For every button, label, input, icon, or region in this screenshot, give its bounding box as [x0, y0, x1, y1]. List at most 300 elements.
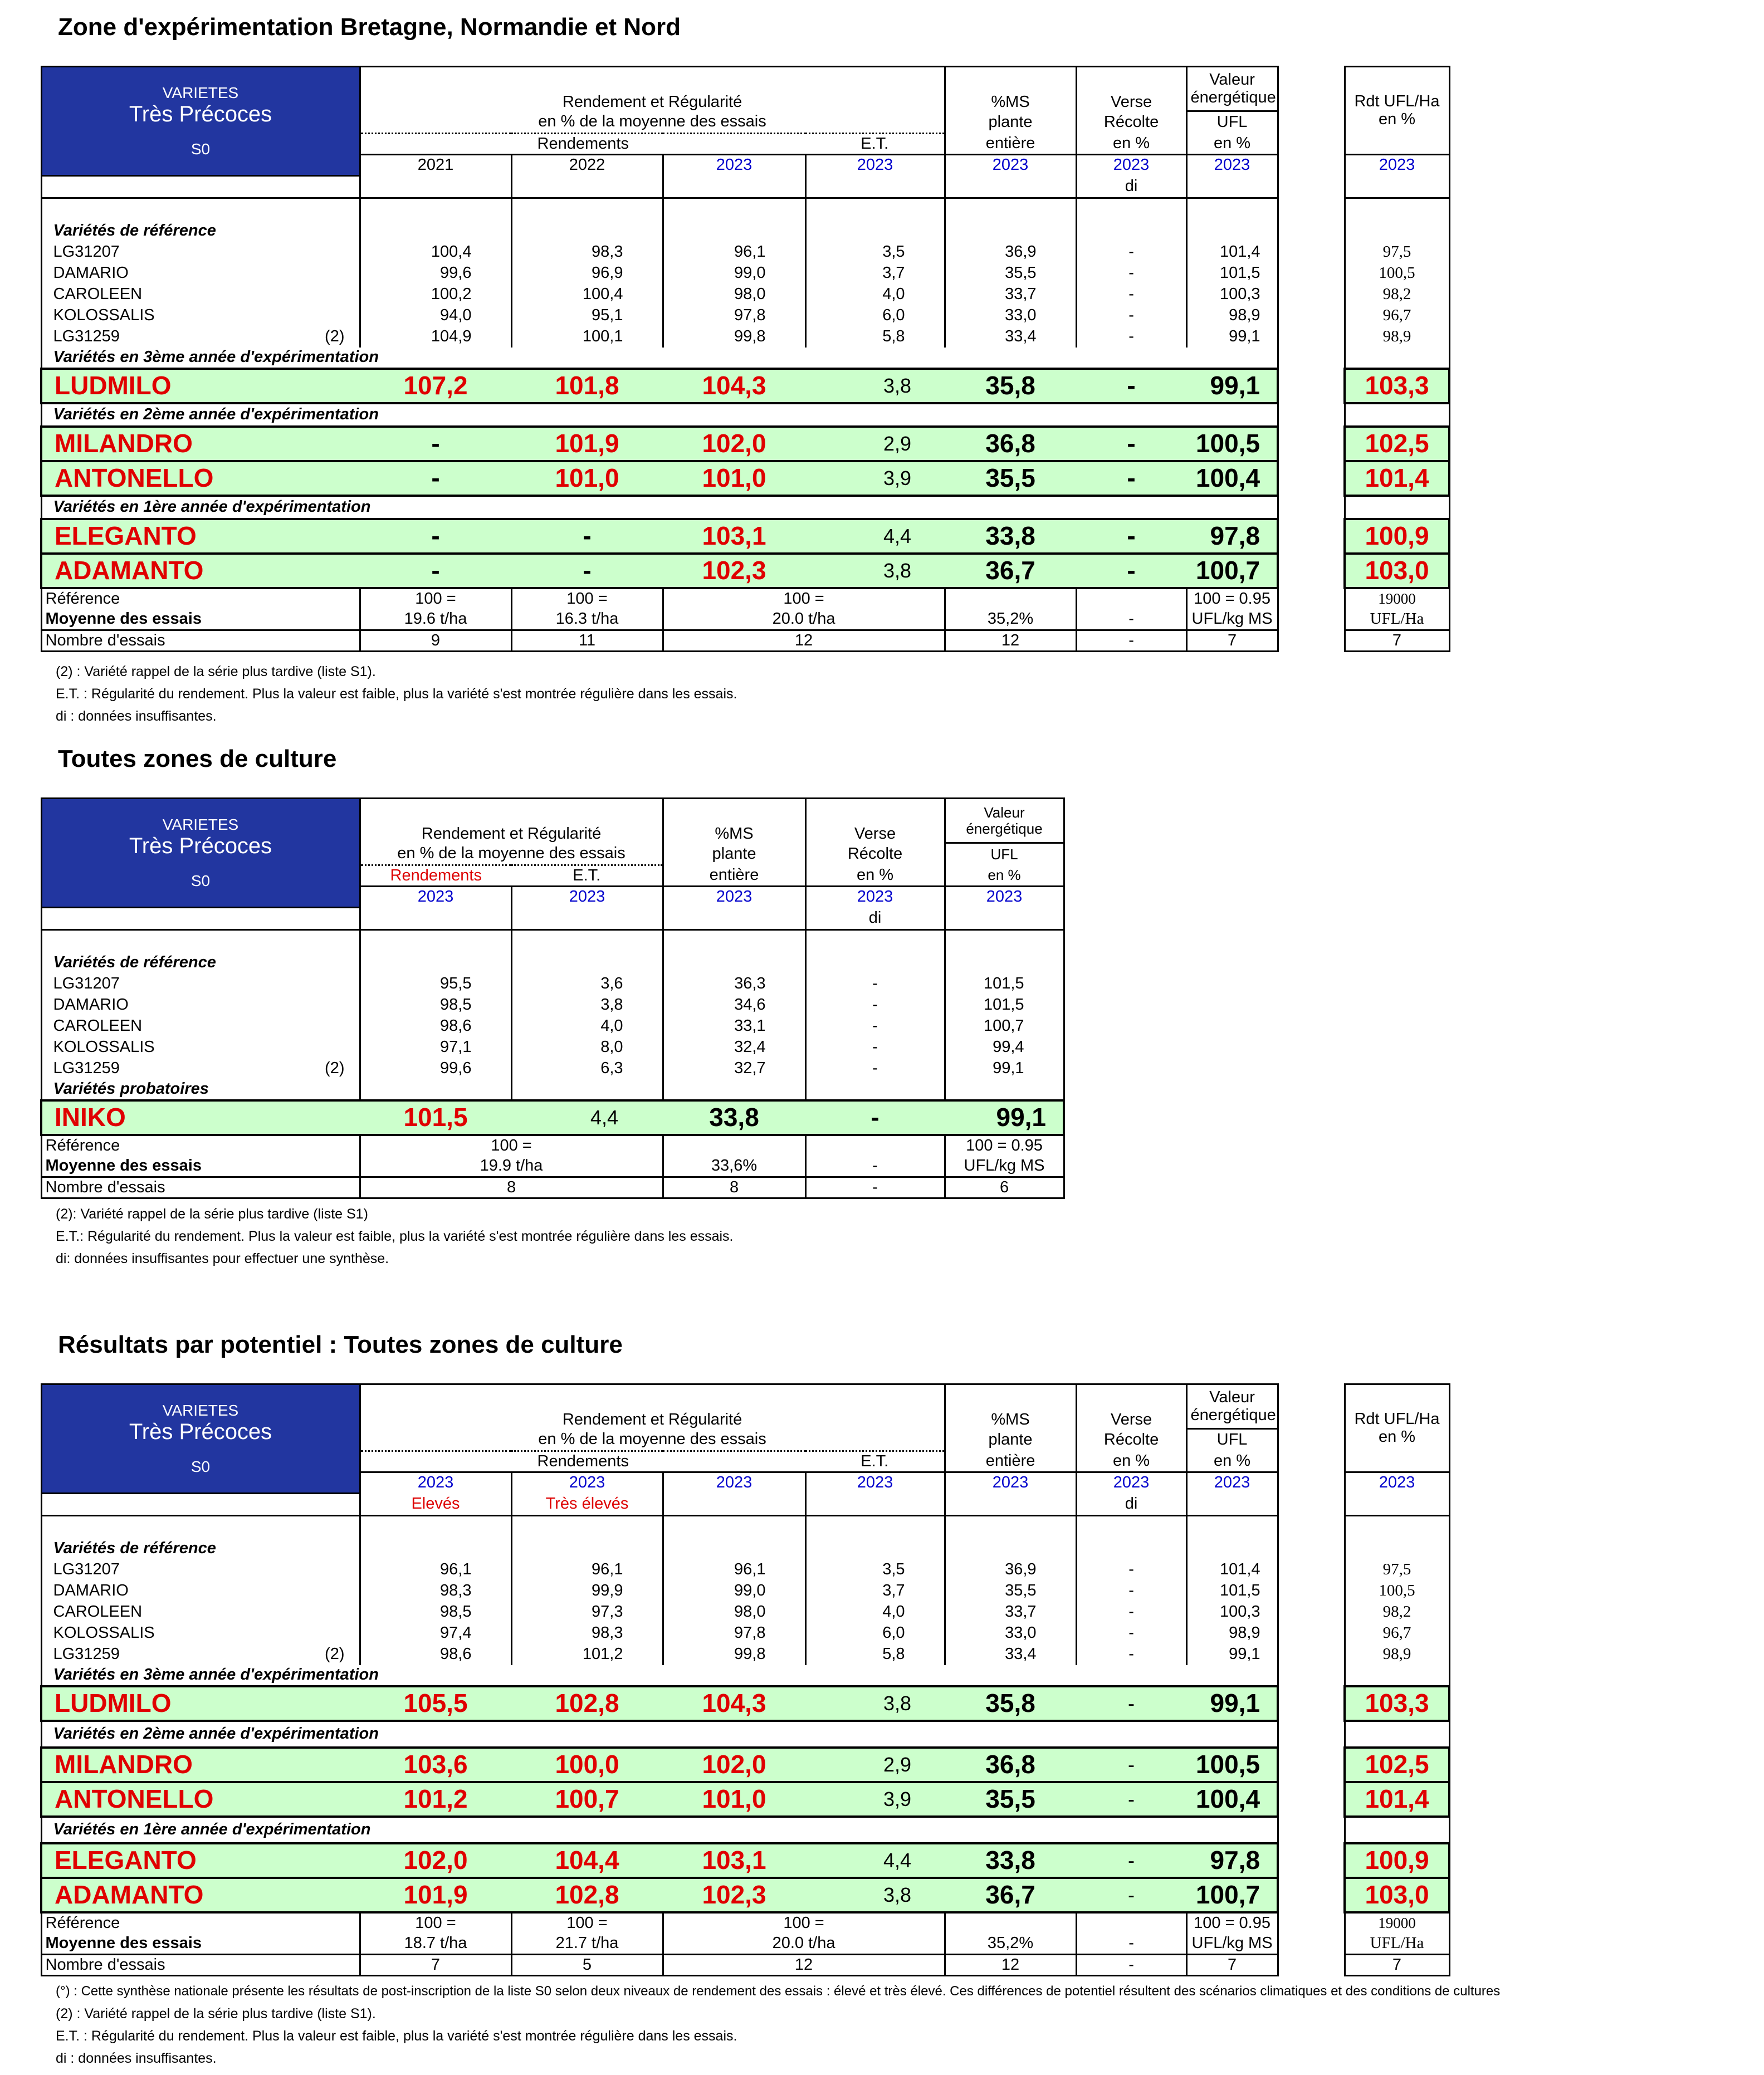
- year-2023: 2023: [663, 1472, 805, 1494]
- variety-name: KOLOSSALIS: [41, 305, 360, 326]
- value-ms: 35,8: [945, 1686, 1076, 1721]
- variety-name: DAMARIO: [53, 995, 129, 1014]
- value-2023: 102,0: [663, 427, 805, 461]
- rdt-sub: en % de la moyenne des essais: [360, 843, 663, 865]
- value-verse: -: [1076, 284, 1186, 305]
- value-2021: -: [360, 554, 511, 588]
- value-2023: 101,0: [663, 461, 805, 496]
- table-row: [41, 1580, 1278, 1602]
- value-et: 3,5: [805, 242, 945, 263]
- table-row: [41, 1623, 1278, 1644]
- value-2023: 102,3: [663, 1878, 805, 1912]
- value-ms: 36,9: [945, 1559, 1076, 1580]
- value-ufl: 101,5: [945, 973, 1064, 995]
- et-label: E.T.: [511, 865, 663, 887]
- year-tres-eleves: 2023: [511, 1472, 663, 1494]
- value-ms: 32,4: [663, 1037, 805, 1058]
- value-ms: 33,4: [945, 1644, 1076, 1665]
- value-et: 3,7: [805, 1580, 945, 1602]
- rdt-ufl-year: 2023: [1345, 155, 1449, 176]
- value-et: 4,0: [511, 1016, 663, 1037]
- value-tres-eleves: 97,3: [511, 1602, 663, 1623]
- variety-name: LG31207: [53, 1560, 120, 1578]
- value-et: 3,8: [805, 369, 945, 403]
- section-3-rdt-ufl-column: [1343, 1383, 1450, 1976]
- rdt-ufl-big: 102,5: [1345, 427, 1449, 461]
- ufl-sub2: en %: [1186, 1451, 1278, 1472]
- value-ufl: 99,4: [945, 1037, 1064, 1058]
- n-2022: 11: [511, 630, 663, 652]
- note: di: données insuffisantes pour effectuer une synthèse.: [56, 1251, 389, 1266]
- value-2022: -: [511, 554, 663, 588]
- foot-verse: -: [1076, 609, 1186, 630]
- value-ufl: 98,9: [1186, 305, 1278, 326]
- variety-name: LG31207: [53, 974, 120, 992]
- year-2022: 2022: [511, 155, 663, 176]
- year-rdt: 2023: [360, 887, 511, 908]
- rdt-ufl-foot-a: 19000: [1345, 588, 1449, 609]
- value-et: 5,8: [805, 1644, 945, 1665]
- category-1ere: Variétés en 1ère année d'expérimentation: [41, 496, 1278, 519]
- table-row: [41, 427, 1278, 461]
- year-ms: 2023: [945, 1472, 1076, 1494]
- category-reference: Variétés de référence: [41, 952, 360, 973]
- foot-verse: -: [1076, 1934, 1186, 1955]
- value-ms: 33,8: [945, 519, 1076, 554]
- value-et: 3,5: [805, 1559, 945, 1580]
- value-et: 3,7: [805, 263, 945, 284]
- varietes-header-cell: [41, 1384, 360, 1494]
- ms-sub2: entière: [663, 865, 805, 887]
- category-2eme: Variétés en 2ème année d'expérimentation: [41, 403, 1278, 427]
- value-ms: 35,5: [945, 461, 1076, 496]
- table-row: LG31259 (2) 98,6 101,2 99,8 5,8 33,4 - 99,1: [41, 1644, 1278, 1665]
- ufl-sub2: en %: [1186, 134, 1278, 155]
- value-2022: 101,9: [511, 427, 663, 461]
- section-1-rdt-ufl-column: [1343, 66, 1450, 652]
- category-1ere: Variétés en 1ère année d'expérimentation: [41, 1817, 1278, 1843]
- value-ufl: 100,4: [1186, 1782, 1278, 1817]
- footer-moyenne: Moyenne des essais: [41, 1934, 360, 1955]
- rdt-sub: en % de la moyenne des essais: [360, 1429, 945, 1451]
- value-verse: -: [1076, 461, 1186, 496]
- value-ufl: 100,7: [1186, 1878, 1278, 1912]
- table-row: [41, 1037, 1064, 1058]
- n-eleves: 7: [360, 1955, 511, 1976]
- rdt-ufl-big: 102,5: [1345, 1748, 1449, 1782]
- value-2022: 96,9: [511, 263, 663, 284]
- value-verse: -: [805, 1058, 945, 1079]
- valeur-title: Valeur énergétique: [945, 799, 1064, 843]
- note: E.T.: Régularité du rendement. Plus la valeur est faible, plus la variété s'est montrée régulière dans les essais.: [56, 1229, 734, 1244]
- value-2021: 100,4: [360, 242, 511, 263]
- foot-tres-eleves-b: 21.7 t/ha: [511, 1934, 663, 1955]
- foot-2021-b: 19.6 t/ha: [360, 609, 511, 630]
- value-2022: -: [511, 519, 663, 554]
- category-reference: Variétés de référence: [41, 1538, 360, 1559]
- value-et: 3,8: [805, 1686, 945, 1721]
- value-eleves: 103,6: [360, 1748, 511, 1782]
- value-2023: 99,8: [663, 1644, 805, 1665]
- table-row: [41, 1782, 1278, 1817]
- s0-label: S0: [190, 872, 211, 889]
- value-ufl: 97,8: [1186, 519, 1278, 554]
- rdt-ufl-value: 98,2: [1345, 1602, 1449, 1623]
- et-label: E.T.: [805, 1451, 945, 1472]
- value-verse: -: [1076, 554, 1186, 588]
- valeur-title: Valeur énergétique: [1186, 1384, 1278, 1429]
- ms-sub: plante: [945, 111, 1076, 134]
- variety-name: ELEGANTO: [41, 1843, 360, 1878]
- note: di : données insuffisantes.: [56, 708, 217, 724]
- foot-ms: 35,2%: [945, 1934, 1076, 1955]
- verse-title: Verse: [1076, 1384, 1186, 1429]
- value-verse: -: [1076, 1602, 1186, 1623]
- value-2023: 103,1: [663, 1843, 805, 1878]
- varietes-label: VARIETES: [162, 1401, 239, 1419]
- n-verse: -: [805, 1177, 945, 1198]
- value-2023: 97,8: [663, 305, 805, 326]
- value-ufl: 99,1: [945, 1100, 1064, 1135]
- ms-title: %MS: [945, 67, 1076, 111]
- value-et: 3,6: [511, 973, 663, 995]
- variety-name: MILANDRO: [41, 427, 360, 461]
- value-verse: -: [1076, 1559, 1186, 1580]
- section-1-table: [40, 66, 1279, 652]
- value-verse: -: [1076, 1644, 1186, 1665]
- value-verse: -: [805, 1100, 945, 1135]
- variety-name: CAROLEEN: [53, 1602, 143, 1621]
- value-rdt: 101,5: [360, 1100, 511, 1135]
- section-1-title: Zone d'expérimentation Bretagne, Normandie et Nord: [58, 13, 681, 41]
- value-2023: 99,0: [663, 1580, 805, 1602]
- value-2022: 100,4: [511, 284, 663, 305]
- rendements-label: Rendements: [360, 134, 805, 155]
- value-tres-eleves: 102,8: [511, 1686, 663, 1721]
- value-rdt: 98,6: [360, 1016, 511, 1037]
- value-verse: -: [1076, 519, 1186, 554]
- footer-nombre: Nombre d'essais: [41, 630, 360, 652]
- value-verse: -: [1076, 1623, 1186, 1644]
- year-ufl: 2023: [945, 887, 1064, 908]
- variety-name: LG31207: [41, 242, 360, 263]
- value-ms: 35,8: [945, 369, 1076, 403]
- rendements-label: Rendements: [360, 1451, 805, 1472]
- table-row: [41, 973, 1064, 995]
- n-ufl: 7: [1186, 630, 1278, 652]
- year-ufl: 2023: [1186, 1472, 1278, 1494]
- value-tres-eleves: 101,2: [511, 1644, 663, 1665]
- value-verse: -: [1076, 326, 1186, 348]
- foot-ufl-a: 100 = 0.95: [1186, 588, 1278, 609]
- foot-ms: 35,2%: [945, 609, 1076, 630]
- value-2023: 104,3: [663, 369, 805, 403]
- verse-sub2: en %: [1076, 1451, 1186, 1472]
- ms-title: %MS: [945, 1384, 1076, 1429]
- year-verse: 2023: [1076, 155, 1186, 176]
- variety-name: ANTONELLO: [41, 461, 360, 496]
- ufl-sub2: en %: [945, 865, 1064, 887]
- value-eleves: 98,3: [360, 1580, 511, 1602]
- value-2023: 98,0: [663, 284, 805, 305]
- value-et: 5,8: [805, 326, 945, 348]
- s0-label: S0: [190, 140, 211, 158]
- rdt-ufl-value: 100,5: [1345, 263, 1449, 284]
- foot-ufl-b: UFL/kg MS: [1186, 1934, 1278, 1955]
- category-probatoires: Variétés probatoires: [41, 1079, 360, 1100]
- value-ufl: 100,7: [945, 1016, 1064, 1037]
- value-ms: 33,0: [945, 305, 1076, 326]
- section-3-table: [40, 1383, 1279, 1976]
- value-2021: 107,2: [360, 369, 511, 403]
- footer-moyenne: Moyenne des essais: [41, 1156, 360, 1177]
- foot-2023-b: 20.0 t/ha: [663, 1934, 945, 1955]
- value-et: 3,9: [805, 461, 945, 496]
- n-ms: 8: [663, 1177, 805, 1198]
- value-et: 6,0: [805, 305, 945, 326]
- n-2023: 12: [663, 1955, 945, 1976]
- foot-2023-a: 100 =: [663, 1912, 945, 1934]
- value-verse: -: [1076, 1580, 1186, 1602]
- year-2021: 2021: [360, 155, 511, 176]
- varietes-header-cell: [41, 799, 360, 908]
- rdt-ufl-value: 97,5: [1345, 1559, 1449, 1580]
- value-et: 3,9: [805, 1782, 945, 1817]
- value-ufl: 100,4: [1186, 461, 1278, 496]
- value-eleves: 102,0: [360, 1843, 511, 1878]
- value-ms: 35,5: [945, 1782, 1076, 1817]
- value-eleves: 97,4: [360, 1623, 511, 1644]
- value-ufl: 100,3: [1186, 284, 1278, 305]
- value-eleves: 98,6: [360, 1644, 511, 1665]
- foot-verse: -: [805, 1156, 945, 1177]
- foot-rdt-a: 100 =: [360, 1135, 663, 1156]
- year-verse: 2023: [805, 887, 945, 908]
- year-et: 2023: [805, 1472, 945, 1494]
- value-tres-eleves: 96,1: [511, 1559, 663, 1580]
- foot-ufl-a: 100 = 0.95: [1186, 1912, 1278, 1934]
- foot-2022-a: 100 =: [511, 588, 663, 609]
- verse-title: Verse: [1076, 67, 1186, 111]
- value-2022: 100,1: [511, 326, 663, 348]
- value-2022: 98,3: [511, 242, 663, 263]
- table-row: [41, 263, 1278, 284]
- value-verse: -: [805, 1037, 945, 1058]
- verse-sub2: en %: [1076, 134, 1186, 155]
- value-rdt: 95,5: [360, 973, 511, 995]
- value-ufl: 101,5: [1186, 263, 1278, 284]
- value-rdt: 99,6: [360, 1058, 511, 1079]
- section-3-title: Résultats par potentiel : Toutes zones de culture: [58, 1331, 623, 1358]
- table-row: [41, 1748, 1278, 1782]
- value-ufl: 99,1: [1186, 326, 1278, 348]
- value-tres-eleves: 99,9: [511, 1580, 663, 1602]
- varietes-label: VARIETES: [162, 84, 239, 101]
- value-ms: 36,9: [945, 242, 1076, 263]
- value-2023: 101,0: [663, 1782, 805, 1817]
- rdt-ufl-big: 103,0: [1345, 1878, 1449, 1912]
- value-et: 3,8: [805, 1878, 945, 1912]
- footer-reference: Référence: [41, 1912, 360, 1934]
- foot-ufl-b: UFL/kg MS: [945, 1156, 1064, 1177]
- s0-label: S0: [190, 1457, 211, 1475]
- value-verse: -: [805, 973, 945, 995]
- variety-name: DAMARIO: [53, 1581, 129, 1599]
- value-ufl: 99,1: [1186, 1686, 1278, 1721]
- value-tres-eleves: 98,3: [511, 1623, 663, 1644]
- year-ms: 2023: [663, 887, 805, 908]
- rdt-ufl-value: 96,7: [1345, 305, 1449, 326]
- n-ufl: 6: [945, 1177, 1064, 1198]
- value-ufl: 97,8: [1186, 1843, 1278, 1878]
- verse-sub: Récolte: [1076, 1429, 1186, 1451]
- value-ufl: 101,5: [945, 995, 1064, 1016]
- footer-nombre: Nombre d'essais: [41, 1177, 360, 1198]
- value-ms: 36,7: [945, 554, 1076, 588]
- footer-nombre: Nombre d'essais: [41, 1955, 360, 1976]
- n-2021: 9: [360, 630, 511, 652]
- value-ufl: 100,5: [1186, 427, 1278, 461]
- variety-name: CAROLEEN: [41, 284, 360, 305]
- variety-name: KOLOSSALIS: [53, 1623, 155, 1642]
- value-tres-eleves: 100,7: [511, 1782, 663, 1817]
- rdt-ufl-value: 98,9: [1345, 1644, 1449, 1665]
- variety-name: ADAMANTO: [41, 554, 360, 588]
- category-3eme: Variétés en 3ème année d'expérimentation: [41, 1665, 1278, 1686]
- table-row: [41, 461, 1278, 496]
- rdt-ufl-value: 96,7: [1345, 1623, 1449, 1644]
- rdt-ufl-foot-b: UFL/Ha: [1345, 609, 1449, 630]
- variety-name: LUDMILO: [41, 369, 360, 403]
- variety-name: INIKO: [41, 1100, 360, 1135]
- value-verse: -: [1076, 263, 1186, 284]
- value-et: 3,8: [511, 995, 663, 1016]
- table-row: [41, 1686, 1278, 1721]
- value-2023: 99,0: [663, 263, 805, 284]
- di-label: di: [1076, 1494, 1186, 1516]
- year-verse: 2023: [1076, 1472, 1186, 1494]
- value-2022: 101,0: [511, 461, 663, 496]
- footer-reference: Référence: [41, 1135, 360, 1156]
- ms-sub2: entière: [945, 1451, 1076, 1472]
- rdt-title: Rendement et Régularité: [360, 1384, 945, 1429]
- table-row: [41, 326, 1278, 348]
- note: (°) : Cette synthèse nationale présente les résultats de post-inscription de la liste S0 selon deux niveaux de rendement des essais : élevé et très élevé. Ces différences de potentiel résultent des scénarios climatiques et des conditions de cultures: [56, 1984, 1501, 1999]
- table-row: [41, 1878, 1278, 1912]
- value-ufl: 100,5: [1186, 1748, 1278, 1782]
- ufl-sub: UFL: [1186, 111, 1278, 134]
- variety-name: LG31259: [53, 1059, 120, 1077]
- value-2021: 99,6: [360, 263, 511, 284]
- value-ms: 33,8: [945, 1843, 1076, 1878]
- value-tres-eleves: 100,0: [511, 1748, 663, 1782]
- value-ms: 34,6: [663, 995, 805, 1016]
- value-eleves: 101,2: [360, 1782, 511, 1817]
- value-eleves: 105,5: [360, 1686, 511, 1721]
- ms-sub2: entière: [945, 134, 1076, 155]
- value-2023: 96,1: [663, 242, 805, 263]
- value-ufl: 100,3: [1186, 1602, 1278, 1623]
- variety-name: ADAMANTO: [41, 1878, 360, 1912]
- foot-ms: 33,6%: [663, 1156, 805, 1177]
- footer-reference: Référence: [41, 588, 360, 609]
- variety-name: ELEGANTO: [41, 519, 360, 554]
- year-2023: 2023: [663, 155, 805, 176]
- value-2023: 98,0: [663, 1602, 805, 1623]
- value-ufl: 99,1: [1186, 369, 1278, 403]
- value-ms: 36,8: [945, 427, 1076, 461]
- value-2022: 101,8: [511, 369, 663, 403]
- variety-name: CAROLEEN: [53, 1016, 143, 1035]
- table-row: [41, 284, 1278, 305]
- year-et: 2023: [511, 887, 663, 908]
- value-verse: -: [805, 995, 945, 1016]
- rdt-ufl-header: Rdt UFL/Ha en %: [1345, 67, 1449, 155]
- table-row: [41, 1559, 1278, 1580]
- variety-name: ANTONELLO: [41, 1782, 360, 1817]
- type-label: Très Précoces: [129, 101, 272, 126]
- value-2021: -: [360, 427, 511, 461]
- n-2023: 12: [663, 630, 945, 652]
- type-label: Très Précoces: [129, 1419, 272, 1444]
- value-et: 2,9: [805, 427, 945, 461]
- value-2023: 102,3: [663, 554, 805, 588]
- varietes-header-cell: [41, 67, 360, 176]
- foot-2022-b: 16.3 t/ha: [511, 609, 663, 630]
- valeur-title: Valeur énergétique: [1186, 67, 1278, 111]
- table-row: [41, 369, 1278, 403]
- year-et: 2023: [805, 155, 945, 176]
- value-et: 6,0: [805, 1623, 945, 1644]
- note: (2) : Variété rappel de la série plus tardive (liste S1).: [56, 664, 376, 679]
- note: (2) : Variété rappel de la série plus tardive (liste S1).: [56, 2006, 376, 2022]
- value-eleves: 96,1: [360, 1559, 511, 1580]
- value-eleves: 98,5: [360, 1602, 511, 1623]
- value-rdt: 97,1: [360, 1037, 511, 1058]
- year-ms: 2023: [945, 155, 1076, 176]
- variety-name: LG31259 (2): [41, 326, 360, 348]
- year-ufl: 2023: [1186, 155, 1278, 176]
- value-verse: -: [1076, 1686, 1186, 1721]
- value-ufl: 99,1: [945, 1058, 1064, 1079]
- rdt-ufl-big: 103,0: [1345, 554, 1449, 588]
- table-row: [41, 305, 1278, 326]
- value-et: 4,4: [511, 1100, 663, 1135]
- value-verse: -: [1076, 1748, 1186, 1782]
- value-ms: 36,7: [945, 1878, 1076, 1912]
- foot-eleves-b: 18.7 t/ha: [360, 1934, 511, 1955]
- value-verse: -: [1076, 242, 1186, 263]
- type-label: Très Précoces: [129, 833, 272, 858]
- value-ms: 33,4: [945, 326, 1076, 348]
- n-rdt: 8: [360, 1177, 663, 1198]
- verse-sub: Récolte: [805, 843, 945, 865]
- value-2023: 102,0: [663, 1748, 805, 1782]
- category-2eme: Variétés en 2ème année d'expérimentation: [41, 1721, 1278, 1748]
- rendements-label: Rendements: [360, 865, 511, 887]
- foot-2023-b: 20.0 t/ha: [663, 609, 945, 630]
- foot-2023-a: 100 =: [663, 588, 945, 609]
- foot-2021-a: 100 =: [360, 588, 511, 609]
- value-2022: 95,1: [511, 305, 663, 326]
- value-ms: 33,8: [663, 1100, 805, 1135]
- value-2021: 104,9: [360, 326, 511, 348]
- table-row: [41, 1100, 1064, 1135]
- variety-name: KOLOSSALIS: [53, 1038, 155, 1056]
- value-ufl: 101,4: [1186, 242, 1278, 263]
- value-ms: 33,7: [945, 1602, 1076, 1623]
- value-rdt: 98,5: [360, 995, 511, 1016]
